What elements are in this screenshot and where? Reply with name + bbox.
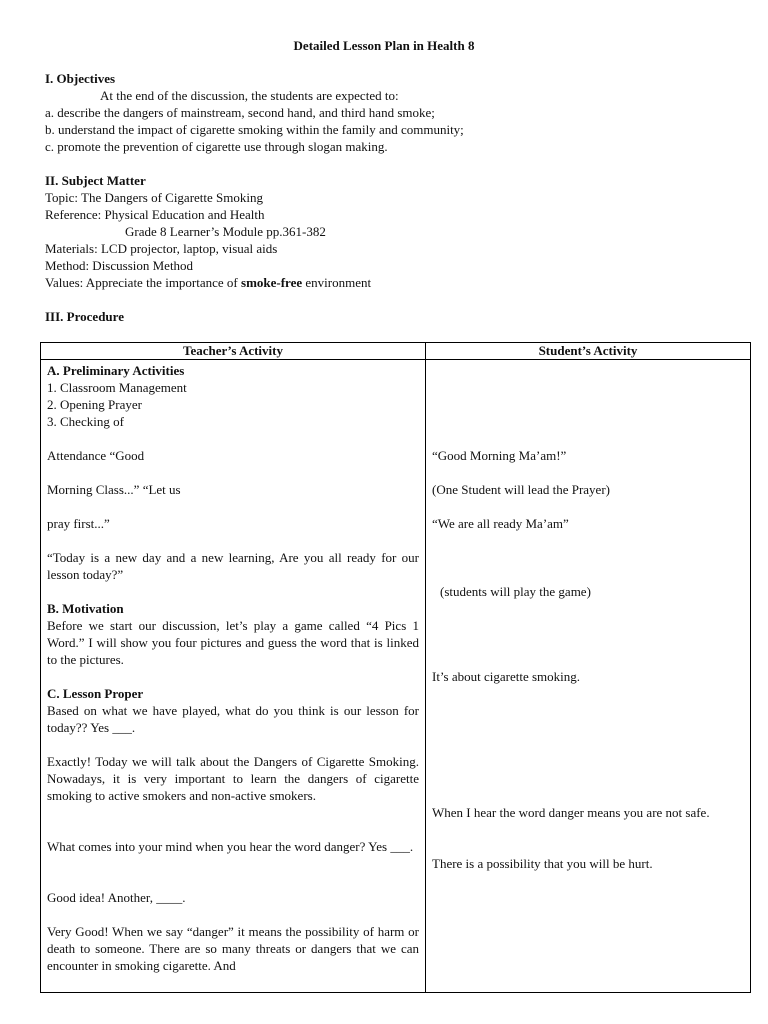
lesson-danger-definition: Very Good! When we say “danger” it means the possibility of harm or death to someone. There are so many threats or dangers that we can encounter in smoking cigarette. And [47, 924, 419, 973]
student-answer-topic: It’s about cigarette smoking. [432, 669, 581, 684]
student-prayer: (One Student will lead the Prayer) [432, 482, 610, 497]
teacher-activity-cell [41, 360, 426, 993]
preliminary-heading: A. Preliminary Activities [47, 363, 185, 378]
teacher-activity-header: Teacher’s Activity [41, 343, 426, 360]
teacher-line-ready: “Today is a new day and a new learning, Are you all ready for our lesson today?” [47, 550, 419, 582]
teacher-line-attendance: Attendance “Good [47, 448, 145, 463]
procedure-table [40, 342, 751, 993]
lesson-intro: Exactly! Today we will talk about the Dangers of Cigarette Smoking. Nowadays, it is very important to learn the dangers of cigarette smoking to active smokers and non-active smokers. [47, 754, 419, 803]
motivation-letter: B [47, 601, 56, 616]
objectives-heading: I. Objectives [45, 71, 116, 86]
student-ready: “We are all ready Ma’am” [432, 516, 569, 531]
table-row [41, 360, 751, 993]
document-title: Detailed Lesson Plan in Health 8 [293, 38, 475, 53]
checking-of: 3. Checking of [47, 414, 124, 429]
motivation-text: Before we start our discussion, let’s play a game called “4 Pics 1 Word.” I will show you four pictures and guess the word that is linked to the pictures. [47, 618, 419, 667]
classroom-management: 1. Classroom Management [47, 380, 187, 395]
student-answer-danger: When I hear the word danger means you are not safe. [432, 805, 710, 820]
teacher-line-pray: pray first...” [47, 516, 110, 531]
subject-topic: Topic: The Dangers of Cigarette Smoking [45, 190, 263, 205]
lesson-good-idea: Good idea! Another, ____. [47, 890, 186, 905]
subject-module: Grade 8 Learner’s Module pp.361-382 [125, 224, 326, 239]
objective-b: b. understand the impact of cigarette smoking within the family and community; [45, 122, 464, 137]
motivation-heading [47, 600, 419, 617]
subject-matter-heading: II. Subject Matter [45, 173, 146, 188]
subject-method: Method: Discussion Method [45, 258, 194, 273]
subject-materials: Materials: LCD projector, laptop, visual aids [45, 241, 278, 256]
subject-reference: Reference: Physical Education and Health [45, 207, 265, 222]
values-text-pre: Values: Appreciate the importance of [45, 275, 242, 290]
procedure-heading: III. Procedure [45, 309, 124, 324]
lesson-danger-question: What comes into your mind when you hear the word danger? Yes ___. [47, 839, 414, 854]
student-activity-cell [426, 360, 751, 993]
student-game: (students will play the game) [440, 584, 591, 599]
objective-a: a. describe the dangers of mainstream, second hand, and third hand smoke; [45, 105, 435, 120]
table-header-row [41, 343, 751, 360]
student-activity-header: Student’s Activity [426, 343, 751, 360]
values-text-bold: smoke-free [241, 275, 303, 290]
opening-prayer: 2. Opening Prayer [47, 397, 142, 412]
values-text-post: environment [302, 275, 372, 290]
student-answer-hurt: There is a possibility that you will be hurt. [432, 856, 653, 871]
student-greeting: “Good Morning Ma’am!” [432, 448, 567, 463]
teacher-line-morning: Morning Class...” “Let us [47, 482, 181, 497]
lesson-proper-heading: C. Lesson Proper [47, 686, 144, 701]
subject-values [45, 274, 371, 291]
lesson-question: Based on what we have played, what do you think is our lesson for today?? Yes ___. [47, 703, 419, 735]
objective-c: c. promote the prevention of cigarette use through slogan making. [45, 139, 388, 154]
objectives-intro: At the end of the discussion, the students are expected to: [100, 88, 399, 103]
motivation-label: . Motivation [55, 601, 124, 616]
